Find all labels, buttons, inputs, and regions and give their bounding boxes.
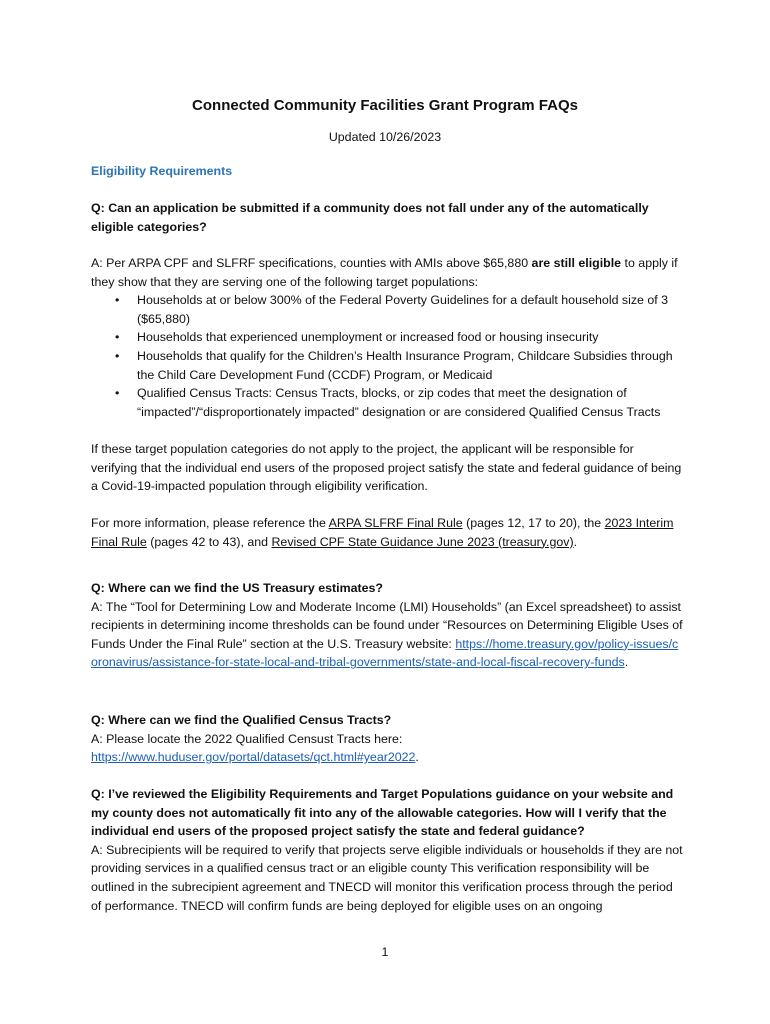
treasury-url-link[interactable]: https://home.treasury.gov/policy-issues/coronavirus/assistance-for-state-local-and-tribal-governments/state-and-local-fiscal-recovery-funds	[91, 636, 679, 670]
more-info-text: For more information, please reference the	[91, 516, 329, 530]
updated-date: Updated 10/26/2023	[328, 130, 442, 144]
faq3-answer	[91, 730, 683, 767]
list-item: • Qualified Census Tracts: Census Tracts, blocks, or zip codes that meet the designation of “impacted”/“disproportionately impacted” designation or are considered Qualified Census Tracts	[91, 384, 683, 421]
faq3	[91, 711, 683, 767]
list-item: • Households at or below 300% of the Federal Poverty Guidelines for a default household size of 3 ($65,880)	[91, 291, 683, 328]
faq1	[91, 199, 683, 236]
target-population-list	[91, 291, 683, 421]
faq4	[91, 785, 683, 915]
faq2-answer-text: A: The “Tool for Determining Low and Moderate Income (LMI) Households” (an Excel spreadsheet) to assist recipients in determining income thresholds can be found under “Resources on Determining Eligible Uses of Funds Under the Final Rule” section at the U.S. Treasury website:	[91, 599, 683, 651]
faq2	[91, 579, 683, 672]
faq1-more-info-block	[91, 514, 683, 551]
page-number: 1	[381, 945, 389, 959]
faq1-more-info	[91, 514, 683, 551]
faq3-answer-text: A: Please locate the 2022 Qualified Censust Tracts here:	[91, 731, 403, 746]
faq4-answer: A: Subrecipients will be required to verify that projects serve eligible individuals or households if they are not providing services in a qualified census tract or an eligible county This verification responsibility will be outlined in the subrecipient agreement and TNECD will monitor this verification process through the period of performance. TNECD will confirm funds are being deployed for eligible uses on an ongoing	[91, 842, 683, 913]
faq3-answer-end: .	[415, 750, 419, 765]
faq1-paragraph: If these target population categories do not apply to the project, the applicant will be responsible for verifying that the individual end users of the proposed project satisfy the state and federal guidance of being a Covid-19-impacted population through eligibility verification.	[91, 442, 682, 494]
faq2-answer-end: .	[624, 655, 629, 670]
faq4-question: Q: I’ve reviewed the Eligibility Requirements and Target Populations guidance on your website and my county does not automatically fit into any of the allowable categories. How will I verify that the individual end users of the proposed project satisfy the state and federal guidance?	[91, 787, 674, 839]
huduser-qct-link[interactable]: https://www.huduser.gov/portal/datasets/qct.html#year2022	[91, 750, 416, 765]
section-heading: Eligibility Requirements	[91, 164, 233, 178]
faq2-answer	[91, 598, 683, 672]
interim-final-rule-link[interactable]: 2023 Interim Final Rule	[91, 516, 674, 549]
list-item: • Households that experienced unemployment or increased food or housing insecurity	[91, 328, 683, 347]
more-info-text: (pages 42 to 43), and	[146, 534, 272, 549]
faq1-answer-text: A: Per ARPA CPF and SLFRF specifications, counties with AMIs above $65,880	[91, 256, 532, 270]
faq1-answer-block	[91, 254, 683, 421]
more-info-text: .	[573, 534, 578, 549]
arpa-slfrf-final-rule-link[interactable]: ARPA SLFRF Final Rule	[328, 516, 463, 530]
faq1-answer-text-end: to apply if they show that they are serving one of the following target populations:	[91, 256, 678, 289]
cpf-state-guidance-link[interactable]: Revised CPF State Guidance June 2023 (treasury.gov)	[271, 534, 574, 549]
faq1-paragraph-block	[91, 440, 683, 496]
faq1-answer-emphasis: are still eligible	[531, 256, 622, 270]
faq1-question: Q: Can an application be submitted if a community does not fall under any of the automatically eligible categories?	[91, 201, 649, 234]
faq1-answer	[91, 254, 683, 291]
list-item: • Households that qualify for the Children’s Health Insurance Program, Childcare Subsidies through the Child Care Development Fund (CCDF) Program, or Medicaid	[91, 347, 683, 384]
document-title: Connected Community Facilities Grant Program FAQs	[192, 97, 578, 114]
faq3-question: Q: Where can we find the Qualified Census Tracts?	[91, 713, 392, 727]
more-info-text: (pages 12, 17 to 20), the	[462, 516, 605, 530]
faq2-question: Q: Where can we find the US Treasury estimates?	[91, 581, 383, 595]
